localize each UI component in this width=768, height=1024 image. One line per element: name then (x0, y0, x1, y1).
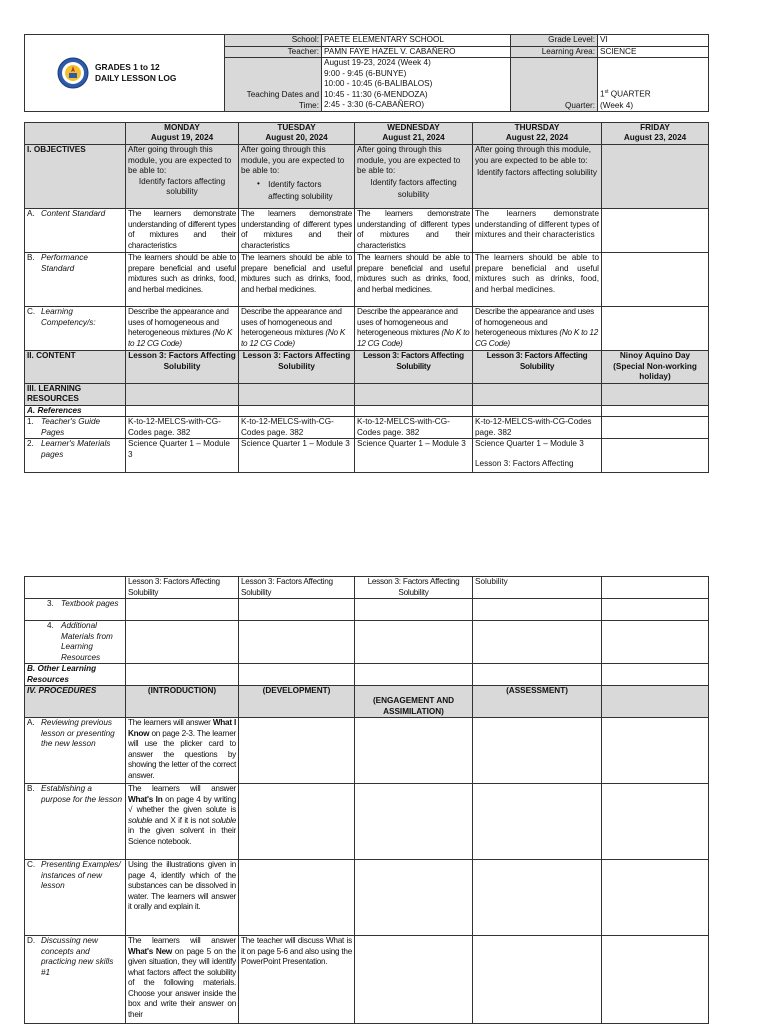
day-name: TUESDAY (277, 123, 316, 132)
competency-code: (No K to 12 CG Code) (475, 328, 599, 348)
performance-standard-monday: The learners should be able to prepare beneficial and useful mixtures such as drinks, food, and herbal medicines. (126, 253, 239, 307)
content-standard-monday: The learners demonstrate understanding of different types of mixtures and their characteristics (126, 209, 239, 253)
learners-materials-monday: Science Quarter 1 – Module 3 (126, 439, 239, 473)
label-text: Teacher's Guide Pages (41, 417, 101, 437)
procedure-c-cell (473, 860, 602, 936)
text-part: and X if it is not (152, 815, 212, 825)
procedure-d-monday (126, 936, 239, 1024)
label-text: Establishing a purpose for the lesson (41, 784, 123, 804)
label-text: Learning Competency/s: (41, 307, 96, 327)
additional-materials-label (25, 621, 126, 664)
resources-monday (126, 383, 239, 405)
additional-materials-cell (602, 621, 709, 664)
teacher-value: PAMN FAYE HAZEL V. CABAÑERO (322, 46, 511, 58)
bullet-icon: • (257, 178, 260, 188)
day-header-tuesday (239, 123, 355, 145)
procedure-d-cell (473, 936, 602, 1024)
objectives-friday (602, 145, 709, 209)
form-title-line2: DAILY LESSON LOG (95, 73, 177, 83)
additional-materials-cell (239, 621, 355, 664)
additional-materials-cell (473, 621, 602, 664)
learners-materials-label (25, 439, 126, 473)
other-resources-cell (239, 664, 355, 686)
dates-value (322, 58, 511, 112)
content-standard-label (25, 209, 126, 253)
learners-materials-thursday (473, 439, 602, 473)
content-thursday: Lesson 3: Factors Affecting Solubility (473, 351, 602, 384)
text-bold: What's In (128, 794, 163, 804)
quarter-suffix: st (604, 89, 609, 96)
learners-materials-friday (602, 439, 709, 473)
dates-line: August 19-23, 2024 (Week 4) (324, 58, 431, 67)
additional-materials-cell (126, 621, 239, 664)
objectives-wednesday (355, 145, 473, 209)
label-number: C. (27, 860, 36, 869)
competency-friday (602, 307, 709, 351)
textbook-cell (473, 599, 602, 621)
resources-friday (602, 383, 709, 405)
references-cell (602, 405, 709, 417)
teachers-guide-friday (602, 417, 709, 439)
content-wednesday: Lesson 3: Factors Affecting Solubility (355, 351, 473, 384)
corner-cell (25, 123, 126, 145)
resources-wednesday (355, 383, 473, 405)
competency-code: (No K to 12 CG Code) (357, 328, 470, 348)
label-text: Performance Standard (41, 253, 88, 273)
references-cell (355, 405, 473, 417)
label-number: A. (27, 209, 35, 218)
label-text: Textbook pages (61, 599, 119, 608)
competency-tuesday (239, 307, 355, 351)
procedure-b-cell (473, 784, 602, 860)
label-number: B. (27, 784, 35, 793)
lesson-table-page1 (24, 122, 709, 473)
text-italic: soluble (128, 815, 153, 825)
procedure-a-label (25, 718, 126, 784)
procedure-c-cell (355, 860, 473, 936)
header-logo-cell (25, 35, 225, 112)
teachers-guide-thursday: K-to-12-MELCS-with-CG-Codes page. 382 (473, 417, 602, 439)
day-header-wednesday (355, 123, 473, 145)
day-name: THURSDAY (514, 123, 560, 132)
procedure-d-cell (602, 936, 709, 1024)
deped-seal-icon (57, 57, 89, 89)
label-number: 2. (27, 439, 34, 448)
resources-thursday (473, 383, 602, 405)
procedure-b-cell (602, 784, 709, 860)
performance-standard-friday (602, 253, 709, 307)
phase-development: (DEVELOPMENT) (239, 686, 355, 718)
procedure-b-monday (126, 784, 239, 860)
objectives-label: I. OBJECTIVES (25, 145, 126, 209)
grade-label: Grade Level: (511, 35, 598, 47)
textbook-cell (239, 599, 355, 621)
continuation-label-cell (25, 577, 126, 599)
textbook-cell (355, 599, 473, 621)
other-resources-label: B. Other Learning Resources (25, 664, 126, 686)
continuation-friday (602, 577, 709, 599)
continuation-tuesday: Lesson 3: Factors Affecting Solubility (239, 577, 355, 599)
procedure-c-cell (602, 860, 709, 936)
resources-tuesday (239, 383, 355, 405)
objectives-intro: After going through this module, you are expected to be able to: (357, 145, 461, 175)
phase-friday (602, 686, 709, 718)
text-italic: soluble (211, 815, 236, 825)
procedure-c-monday: Using the illustrations given in page 4, identify which of the substances can be dissolved in water. The learners will answer it orally and explain it. (126, 860, 239, 936)
lm-extra: Lesson 3: Factors Affecting (475, 458, 574, 468)
dates-line: 2:45 - 3:30 (6-CABAÑERO) (324, 100, 425, 109)
performance-standard-thursday: The learners should be able to prepare beneficial and useful mixtures such as drinks, food, and herbal medicines. (473, 253, 602, 307)
competency-thursday (473, 307, 602, 351)
teachers-guide-wednesday: K-to-12-MELCS-with-CG-Codes page. 382 (355, 417, 473, 439)
day-date: August 23, 2024 (623, 133, 687, 142)
textbook-cell (126, 599, 239, 621)
procedure-d-tuesday: The teacher will discuss What is it on page 5-6 and also using the PowerPoint Presentation. (239, 936, 355, 1024)
quarter-value (598, 58, 709, 112)
content-standard-thursday: The learners demonstrate understanding of different types of mixtures and their characteristics (473, 209, 602, 253)
procedure-d-label (25, 936, 126, 1024)
dates-line: 10:45 - 11:30 (6-MENDOZA) (324, 89, 428, 99)
quarter-label: Quarter: (511, 58, 598, 112)
label-text: Presenting Examples/ instances of new lesson (41, 860, 121, 890)
objectives-intro: After going through this module, you are expected to be able to: (475, 145, 592, 165)
competency-code: (No K to 12 CG Code) (128, 328, 233, 348)
phase-assessment: (ASSESSMENT) (473, 686, 602, 718)
text-part: in the given solvent in their Science notebook. (128, 826, 236, 846)
label-number: D. (27, 936, 36, 945)
procedure-b-label (25, 784, 126, 860)
day-date: August 19, 2024 (150, 133, 214, 142)
procedure-a-cell (355, 718, 473, 784)
label-text: Discussing new concepts and practicing new skills #1 (41, 936, 114, 977)
objectives-target: Identify factors affecting solubility (138, 176, 226, 196)
day-name: MONDAY (164, 123, 200, 132)
teachers-guide-label (25, 417, 126, 439)
objectives-tuesday (239, 145, 355, 209)
form-title-line1: GRADES 1 to 12 (95, 62, 160, 72)
day-header-monday (126, 123, 239, 145)
performance-standard-tuesday: The learners should be able to prepare beneficial and useful mixtures such as drinks, food, and herbal medicines. (239, 253, 355, 307)
references-cell (239, 405, 355, 417)
other-resources-cell (355, 664, 473, 686)
phase-engagement: (ENGAGEMENT AND ASSIMILATION) (355, 686, 473, 718)
text-part: The learners will answer (128, 784, 236, 793)
day-name: FRIDAY (640, 123, 670, 132)
procedure-a-cell (602, 718, 709, 784)
day-date: August 21, 2024 (382, 133, 445, 142)
references-label: A. References (25, 405, 126, 417)
continuation-thursday: Solubility (473, 577, 602, 599)
content-tuesday: Lesson 3: Factors Affecting Solubility (239, 351, 355, 384)
learners-materials-wednesday: Science Quarter 1 – Module 3 (355, 439, 473, 473)
day-header-thursday (473, 123, 602, 145)
competency-text: Describe the appearance and uses of homogeneous and heterogeneous mixtures (128, 307, 229, 337)
lesson-table-page2 (24, 576, 709, 1024)
label-number: C. (27, 307, 36, 316)
text-part: The learners will answer (128, 718, 213, 727)
label-number: B. (27, 253, 35, 262)
objectives-target: Identify factors affecting solubility (268, 179, 333, 201)
other-resources-cell (602, 664, 709, 686)
competency-monday (126, 307, 239, 351)
procedure-b-cell (239, 784, 355, 860)
procedure-b-cell (355, 784, 473, 860)
competency-code: (No K to 12 CG Code) (241, 328, 346, 348)
content-label: II. CONTENT (25, 351, 126, 384)
resources-label: III. LEARNING RESOURCES (25, 383, 126, 405)
procedure-c-cell (239, 860, 355, 936)
header-table (24, 34, 709, 112)
continuation-monday: Lesson 3: Factors Affecting Solubility (126, 577, 239, 599)
content-standard-wednesday: The learners demonstrate understanding of different types of mixtures and their characteristics (355, 209, 473, 253)
school-value: PAETE ELEMENTARY SCHOOL (322, 35, 511, 47)
quarter-week: (Week 4) (600, 101, 634, 110)
label-text: Reviewing previous lesson or presenting the new lesson (41, 718, 115, 748)
references-cell (473, 405, 602, 417)
label-text: Content Standard (41, 209, 106, 218)
label-number: 1. (27, 417, 34, 426)
dates-line: 9:00 - 9:45 (6-BUNYE) (324, 68, 407, 78)
day-date: August 20, 2024 (265, 133, 328, 142)
procedure-a-monday (126, 718, 239, 784)
label-text: Additional Materials from Learning Resources (61, 621, 113, 662)
competency-text: Describe the appearance and uses of homogeneous and heterogeneous mixtures (357, 307, 458, 337)
content-standard-friday (602, 209, 709, 253)
competency-label (25, 307, 126, 351)
continuation-wednesday: Lesson 3: Factors Affecting Solubility (355, 577, 473, 599)
additional-materials-cell (355, 621, 473, 664)
lm-value: Science Quarter 1 – Module 3 (475, 439, 584, 448)
textbook-cell (602, 599, 709, 621)
other-resources-cell (126, 664, 239, 686)
day-header-friday (602, 123, 709, 145)
competency-wednesday (355, 307, 473, 351)
dates-label-line2: Time: (298, 101, 319, 110)
school-label: School: (225, 35, 322, 47)
text-bold: What I Know (128, 718, 236, 738)
content-standard-tuesday: The learners demonstrate understanding of different types of mixtures and their characteristics (239, 209, 355, 253)
objectives-intro: After going through this module, you are expected to be able to: (128, 145, 232, 175)
area-label: Learning Area: (511, 46, 598, 58)
text-part: on page 4 by writing √ whether the given solute is (128, 794, 237, 814)
textbook-label (25, 599, 126, 621)
teachers-guide-tuesday: K-to-12-MELCS-with-CG-Codes page. 382 (239, 417, 355, 439)
teachers-guide-monday: K-to-12-MELCS-with-CG-Codes page. 382 (126, 417, 239, 439)
label-text: Learner's Materials pages (41, 439, 111, 459)
references-cell (126, 405, 239, 417)
procedure-d-cell (355, 936, 473, 1024)
performance-standard-wednesday: The learners should be able to prepare beneficial and useful mixtures such as drinks, food, and herbal medicines. (355, 253, 473, 307)
day-name: WEDNESDAY (387, 123, 440, 132)
content-friday: Ninoy Aquino Day (Special Non-working holiday) (602, 351, 709, 384)
other-resources-cell (473, 664, 602, 686)
dates-label (225, 58, 322, 112)
quarter-text: QUARTER (608, 90, 651, 99)
objectives-target: Identify factors affecting solubility (477, 168, 597, 177)
objectives-monday (126, 145, 239, 209)
competency-text: Describe the appearance and uses of homogeneous and heterogeneous mixtures (475, 307, 594, 337)
content-monday: Lesson 3: Factors Affecting Solubility (126, 351, 239, 384)
label-number: A. (27, 718, 35, 727)
procedures-label: IV. PROCEDURES (25, 686, 126, 718)
grade-value: VI (598, 35, 709, 47)
phase-introduction: (INTRODUCTION) (126, 686, 239, 718)
label-number: 4. (47, 621, 54, 630)
learners-materials-tuesday: Science Quarter 1 – Module 3 (239, 439, 355, 473)
text-part: on page 5 on the given situation, they will identify what factors affect the solubility of the following materials. Choose your answer inside the box and write their answer on their (128, 946, 236, 1019)
day-date: August 22, 2024 (505, 133, 569, 142)
quarter-number: 1 (600, 90, 605, 99)
dates-line: 10:00 - 10:45 (6-BALIBALOS) (324, 79, 433, 88)
text-part: The learners will answer (128, 936, 236, 945)
procedure-a-cell (473, 718, 602, 784)
objectives-target: Identify factors affecting solubility (370, 177, 457, 199)
procedure-a-cell (239, 718, 355, 784)
objectives-intro: After going through this module, you are expected to be able to: (241, 145, 345, 175)
performance-standard-label (25, 253, 126, 307)
teacher-label: Teacher: (225, 46, 322, 58)
procedure-c-label (25, 860, 126, 936)
area-value: SCIENCE (598, 46, 709, 58)
objectives-thursday (473, 145, 602, 209)
competency-text: Describe the appearance and uses of homogeneous and heterogeneous mixtures (241, 307, 342, 337)
text-bold: What's New (128, 946, 173, 956)
label-number: 3. (47, 599, 54, 608)
text-part: on page 2-3. The learner will use the plicker card to answer the questions by showing the letter of the correct answer. (128, 728, 236, 780)
dates-label-line1: Teaching Dates and (246, 90, 319, 99)
